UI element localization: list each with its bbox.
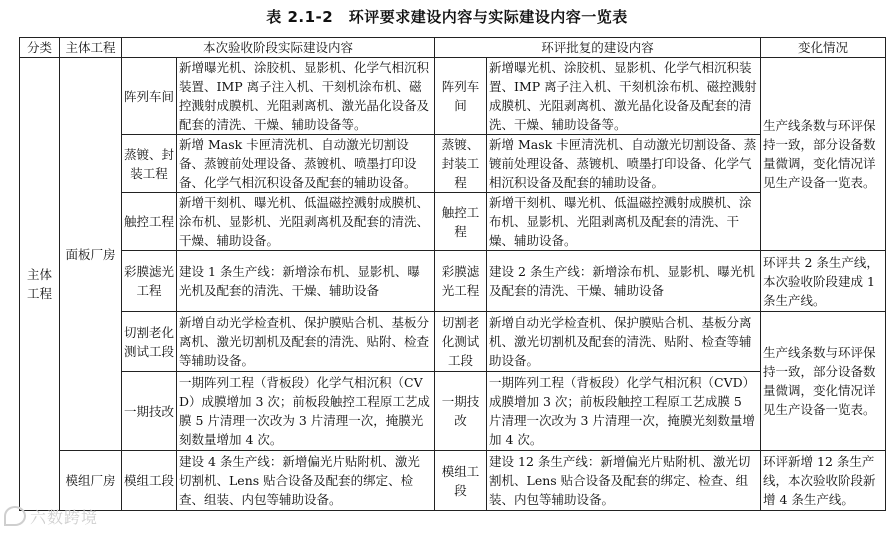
approved-sub-cell: 模组工段 <box>435 451 487 511</box>
header-category: 分类 <box>20 38 60 58</box>
watermark <box>4 505 98 528</box>
approved-content-cell: 建设 2 条生产线：新增涂布机、显影机、曝光机及配套的清洗、干燥、辅助设备 <box>487 251 761 312</box>
approved-sub-cell: 切割老化测试工段 <box>435 312 487 372</box>
sub-project-cell: 阵列车间 <box>122 58 177 135</box>
sub-project-cell: 切割老化测试工段 <box>122 312 177 372</box>
actual-content-cell: 新增自动光学检查机、保护膜贴合机、基板分离机、激光切割机及配套的清洗、贴附、检查等辅助设备。 <box>177 312 435 372</box>
sub-project-cell: 彩膜滤光工程 <box>122 251 177 312</box>
plant-panel-cell: 面板厂房 <box>60 58 122 451</box>
sub-project-cell: 模组工段 <box>122 451 177 511</box>
table-title: 表 2.1-2 环评要求建设内容与实际建设内容一览表 <box>266 8 628 26</box>
plant-module-cell: 模组厂房 <box>60 451 122 511</box>
header-approved: 环评批复的建设内容 <box>435 38 761 58</box>
approved-content-cell: 新增曝光机、涂胶机、显影机、化学气相沉积装置、IMP 离子注入机、干刻机涂布机、磁控溅射成膜机、光阻剥离机、激光晶化设备及配套的清洗、干燥、辅助设备等。 <box>487 58 761 135</box>
approved-sub-cell: 彩膜滤光工程 <box>435 251 487 312</box>
actual-content-cell: 新增 Mask 卡匣清洗机、自动激光切割设备、蒸镀前处理设备、蒸镀机、喷墨打印设备、化学气相沉积设备及配套的辅助设备。 <box>177 135 435 193</box>
sub-project-cell: 蒸镀、封装工程 <box>122 135 177 193</box>
header-main-project: 主体工程 <box>60 38 122 58</box>
table-row <box>20 451 886 511</box>
table-row <box>20 312 886 372</box>
header-row <box>20 38 886 58</box>
watermark-logo-icon <box>4 506 26 526</box>
table-row <box>20 372 886 451</box>
change-cell-module: 环评新增 12 条生产线，本次验收阶段新增 4 条生产线。 <box>761 451 886 511</box>
sub-project-cell: 一期技改 <box>122 372 177 451</box>
approved-sub-cell: 触控工程 <box>435 193 487 251</box>
actual-content-cell: 一期阵列工程（背板段）化学气相沉积（CVD）成膜增加 3 次；前板段触控工程原工艺成膜 5 片清理一次改为 3 片清理一次，掩膜光刻数量增加 4 次。 <box>177 372 435 451</box>
actual-content-cell: 新增曝光机、涂胶机、显影机、化学气相沉积装置、IMP 离子注入机、干刻机涂布机、磁控溅射成膜机、光阻剥离机、激光晶化设备及配套的清洗、干燥、辅助设备等。 <box>177 58 435 135</box>
table-row <box>20 193 886 251</box>
header-change: 变化情况 <box>761 38 886 58</box>
category-cell: 主体工程 <box>20 58 60 511</box>
actual-content-cell: 建设 4 条生产线：新增偏光片贴附机、激光切割机、Lens 贴合设备及配套的绑定、检查、组装、内包等辅助设备。 <box>177 451 435 511</box>
approved-content-cell: 一期阵列工程（背板段）化学气相沉积（CVD）成膜增加 3 次；前板段触控工程原工艺成膜 5 片清理一次改为 3 片清理一次，掩膜光刻数量增加 4 次。 <box>487 372 761 451</box>
approved-content-cell: 新增干刻机、曝光机、低温磁控溅射成膜机、涂布机、显影机、光阻剥离机及配套的清洗、干燥、辅助设备。 <box>487 193 761 251</box>
actual-content-cell: 建设 1 条生产线：新增涂布机、显影机、曝光机及配套的清洗、干燥、辅助设备 <box>177 251 435 312</box>
approved-sub-cell: 一期技改 <box>435 372 487 451</box>
construction-comparison-table <box>19 37 886 511</box>
table-row <box>20 251 886 312</box>
actual-content-cell: 新增干刻机、曝光机、低温磁控溅射成膜机、涂布机、显影机、光阻剥离机及配套的清洗、干燥、辅助设备。 <box>177 193 435 251</box>
watermark-text: 六数跨境 <box>30 508 99 527</box>
change-cell-color-filter: 环评共 2 条生产线，本次验收阶段建成 1 条生产线。 <box>761 251 886 312</box>
approved-sub-cell: 阵列车间 <box>435 58 487 135</box>
approved-content-cell: 新增自动光学检查机、保护膜贴合机、基板分离机、激光切割机及配套的清洗、贴附、检查等辅助设备。 <box>487 312 761 372</box>
approved-content-cell: 新增 Mask 卡匣清洗机、自动激光切割设备、蒸镀前处理设备、蒸镀机、喷墨打印设备、化学气相沉积设备及配套的辅助设备。 <box>487 135 761 193</box>
table-row <box>20 135 886 193</box>
header-actual: 本次验收阶段实际建设内容 <box>122 38 435 58</box>
table-row <box>20 58 886 135</box>
sub-project-cell: 触控工程 <box>122 193 177 251</box>
approved-content-cell: 建设 12 条生产线：新增偏光片贴附机、激光切割机、Lens 贴合设备及配套的绑定、检查、组装、内包等辅助设备。 <box>487 451 761 511</box>
change-cell-group1: 生产线条数与环评保持一致，部分设备数量微调，变化情况详见生产设备一览表。 <box>761 58 886 251</box>
approved-sub-cell: 蒸镀、封装工程 <box>435 135 487 193</box>
change-cell-group2: 生产线条数与环评保持一致，部分设备数量微调，变化情况详见生产设备一览表。 <box>761 312 886 451</box>
